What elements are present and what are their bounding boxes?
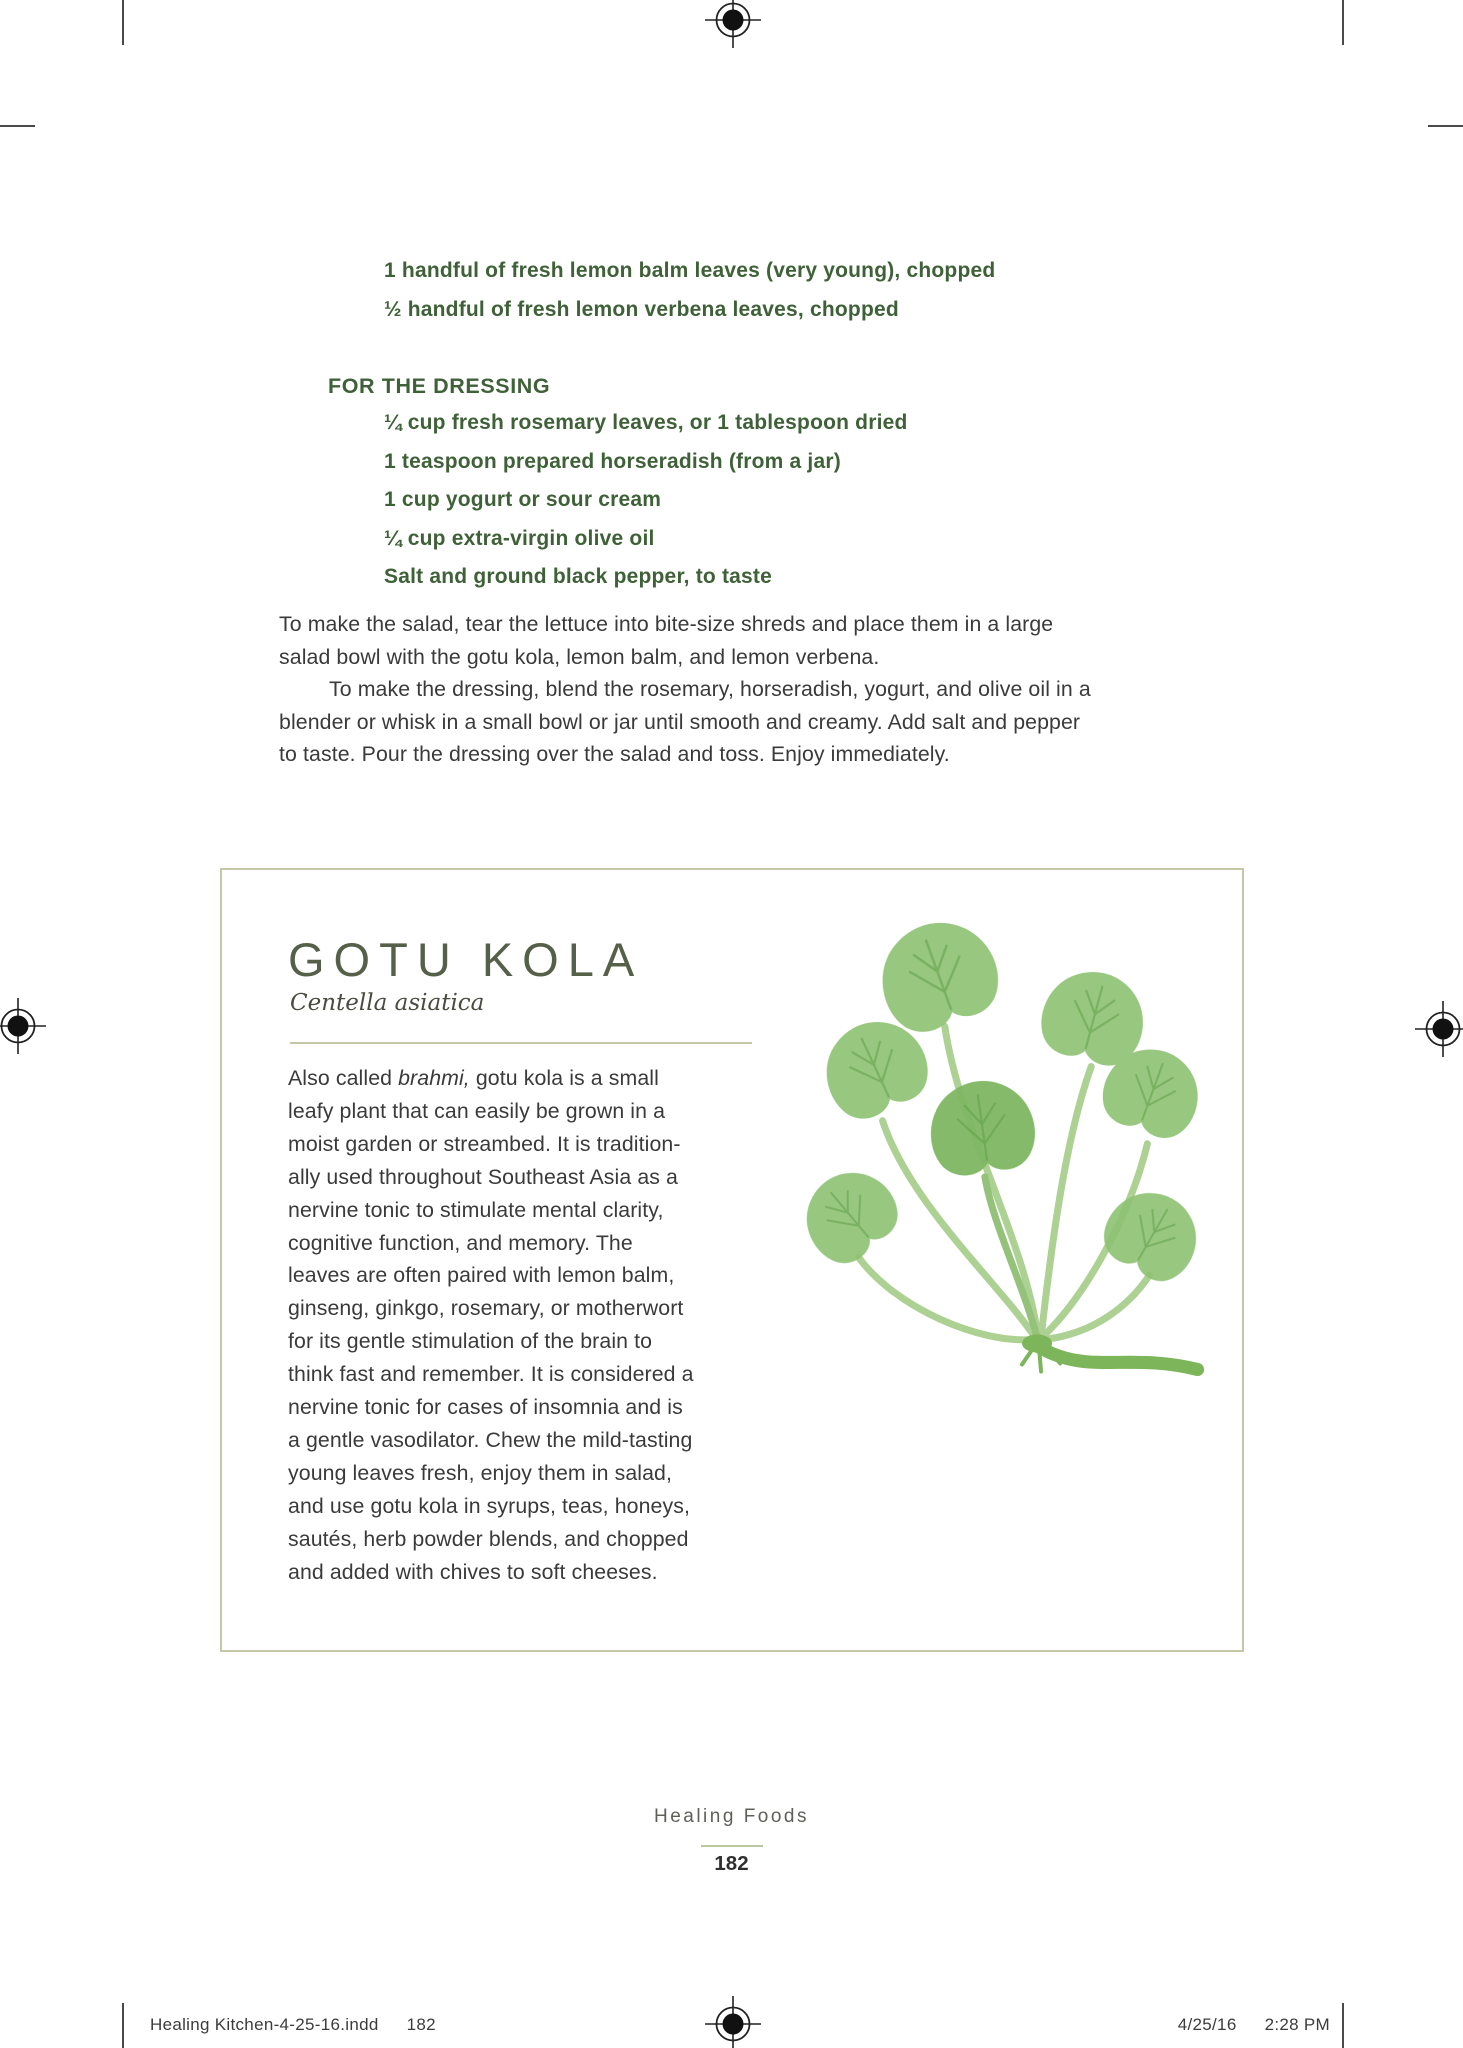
- registration-mark-icon: [705, 0, 761, 48]
- herb-description-line: leafy plant that can easily be grown in a: [288, 1098, 666, 1123]
- herb-description-line: ginseng, ginkgo, rosemary, or motherwort: [288, 1296, 684, 1321]
- herb-description-line: ally used throughout Southeast Asia as a: [288, 1164, 678, 1189]
- herb-description-line: moist garden or streambed. It is tradition-: [288, 1131, 681, 1156]
- herb-description-line: think fast and remember. It is considered a: [288, 1362, 694, 1387]
- print-slug-right: [1178, 2015, 1330, 2035]
- slug-page: 182: [406, 2015, 436, 2034]
- running-footer-title: Healing Foods: [653, 1806, 810, 1827]
- slug-filename: Healing Kitchen-4-25-16.indd: [150, 2015, 379, 2034]
- herb-description-line: a gentle vasodilator. Chew the mild-tasting: [288, 1427, 693, 1452]
- registration-mark-icon: [1415, 1001, 1463, 1057]
- ingredient-line: ¼ cup fresh rosemary leaves, or 1 tablespoon dried: [384, 411, 908, 434]
- herb-description-line: nervine tonic to stimulate mental clarity,: [288, 1197, 664, 1222]
- crop-mark: [1342, 2003, 1344, 2048]
- ingredient-list-salad: [384, 251, 995, 329]
- slug-time: 2:28 PM: [1264, 2015, 1330, 2034]
- ingredient-line: ¼ cup extra-virgin olive oil: [384, 526, 655, 550]
- ingredient-line: ½ handful of fresh lemon verbena leaves, chopped: [384, 298, 899, 321]
- crop-mark: [0, 125, 35, 127]
- crop-mark: [122, 0, 124, 45]
- herb-info-box: [220, 868, 1244, 1652]
- gotu-kola-plant-illustration: [794, 898, 1246, 1530]
- herb-description-line: nervine tonic for cases of insomnia and is: [288, 1395, 683, 1420]
- herb-description-line: leaves are often paired with lemon balm,: [288, 1263, 675, 1288]
- dressing-heading: FOR THE DRESSING: [328, 374, 551, 398]
- herb-description: [288, 1062, 788, 1589]
- herb-description-line: for its gentle stimulation of the brain to: [288, 1329, 653, 1354]
- recipe-instructions: [279, 608, 1103, 771]
- herb-title: GOTU KOLA: [288, 933, 644, 986]
- ingredient-line: 1 handful of fresh lemon balm leaves (very young), chopped: [384, 259, 996, 282]
- divider-rule: [290, 1042, 752, 1044]
- print-slug-left: [150, 2015, 436, 2035]
- crop-mark: [122, 2003, 124, 2048]
- instruction-paragraph: To make the salad, tear the lettuce into bite-size shreds and place them in a large salad bowl with the gotu kola, lemon balm, and lemon verbena.: [279, 612, 1054, 669]
- ingredient-list-dressing: [384, 404, 908, 597]
- ingredient-line: 1 teaspoon prepared horseradish (from a jar): [384, 449, 841, 473]
- herb-description-line: Also called brahmi, gotu kola is a small: [288, 1066, 659, 1090]
- crop-mark: [1342, 0, 1344, 45]
- instruction-paragraph: To make the dressing, blend the rosemary, horseradish, yogurt, and olive oil in a blender or whisk in a small bowl or jar until smooth and creamy. Add salt and pepper to taste. Pour the dressing over the salad and toss. Enjoy immediately.: [279, 677, 1091, 766]
- slug-date: 4/25/16: [1177, 2015, 1237, 2034]
- herb-description-line: and use gotu kola in syrups, teas, honeys,: [288, 1493, 690, 1518]
- herb-description-line: sautés, herb powder blends, and chopped: [288, 1526, 689, 1551]
- herb-description-line: young leaves fresh, enjoy them in salad,: [288, 1460, 673, 1485]
- page-number: 182: [714, 1852, 749, 1875]
- herb-description-line: and added with chives to soft cheeses.: [288, 1559, 658, 1584]
- registration-mark-icon: [0, 998, 46, 1054]
- crop-mark: [1428, 125, 1463, 127]
- ingredient-line: 1 cup yogurt or sour cream: [384, 488, 662, 512]
- herb-latin-name: Centella asiatica: [290, 990, 485, 1016]
- footer-rule: [701, 1845, 763, 1847]
- registration-mark-icon: [705, 1996, 761, 2048]
- herb-description-line: cognitive function, and memory. The: [288, 1230, 633, 1255]
- ingredient-line: Salt and ground black pepper, to taste: [384, 565, 772, 589]
